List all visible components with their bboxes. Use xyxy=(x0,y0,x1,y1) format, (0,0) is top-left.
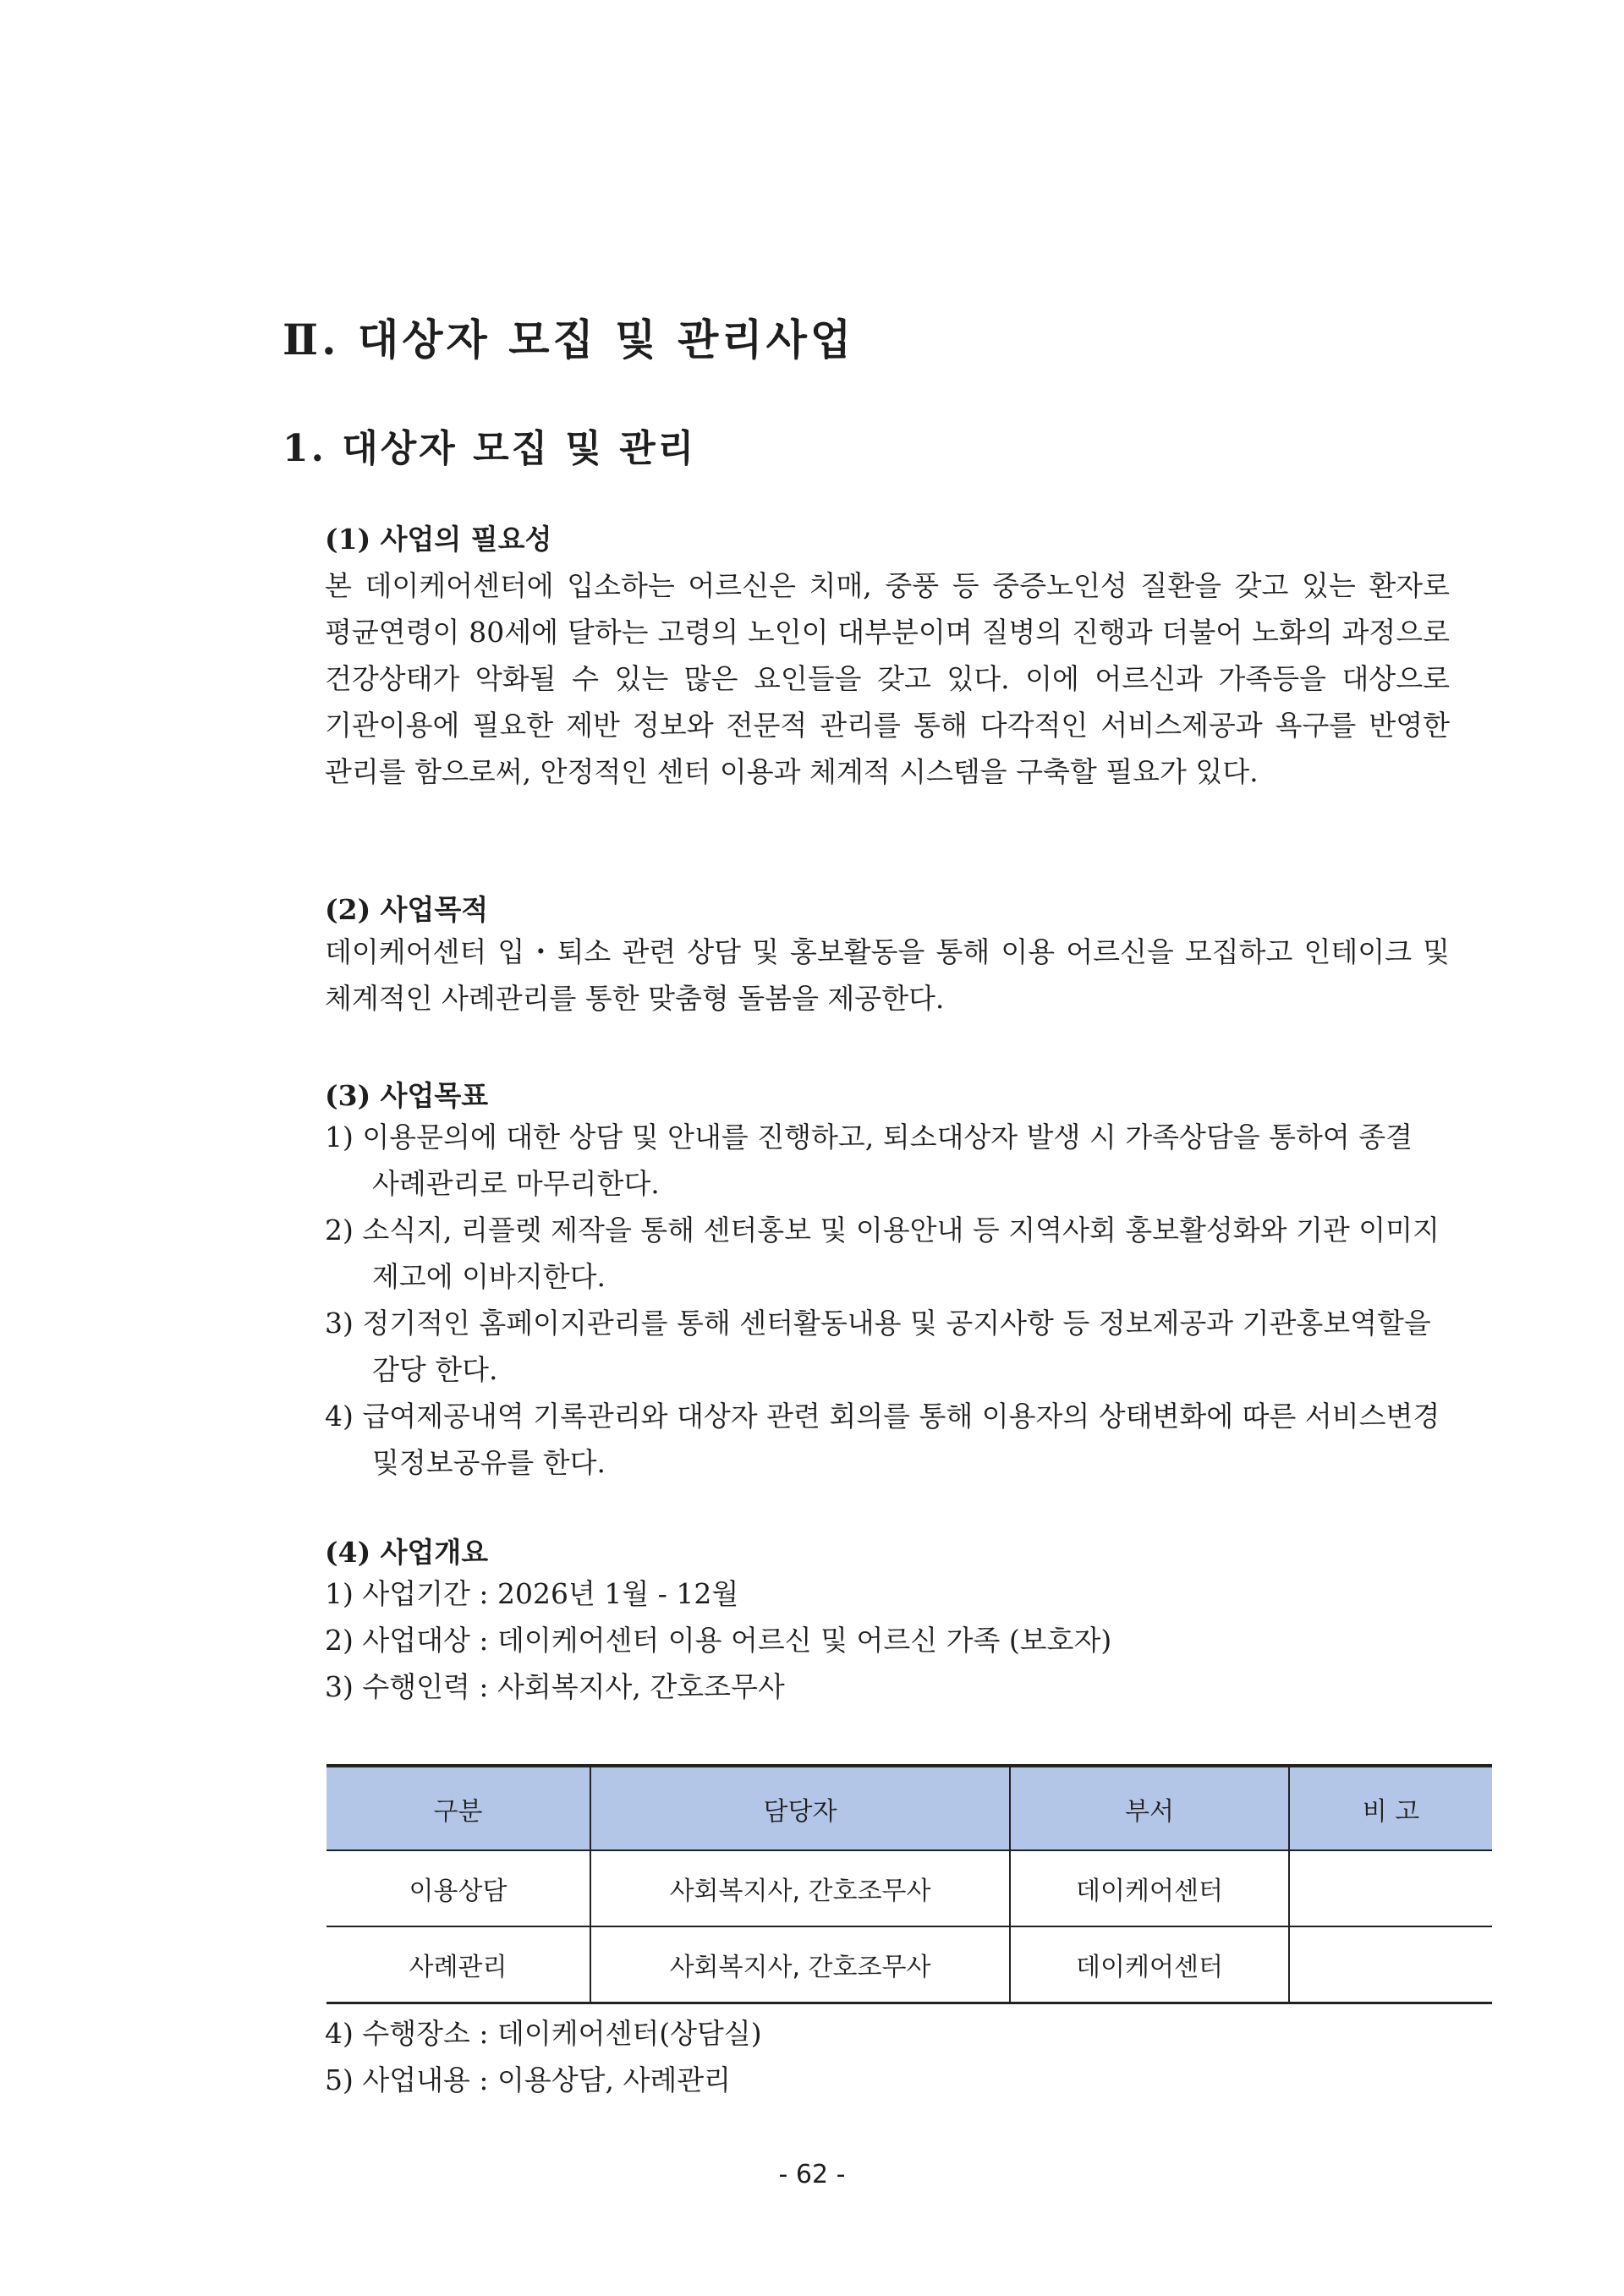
table-cell: 사회복지사, 간호조무사 xyxy=(590,1850,1010,1926)
header-category: 구분 xyxy=(326,1766,590,1850)
overview-target: 2) 사업대상 : 데이케어센터 이용 어르신 및 어르신 가족 (보호자) xyxy=(325,1624,1112,1657)
goal-item: 4) 급여제공내역 기록관리와 대상자 관련 회의를 통해 이용자의 상태변화에 따른 서비스변경 및정보공유를 한다. xyxy=(325,1400,1440,1479)
header-person-in-charge: 담당자 xyxy=(590,1766,1010,1850)
goal-item: 3) 정기적인 홈페이지관리를 통해 센터활동내용 및 공지사항 등 정보제공과 기관홍보역할을 감당 한다. xyxy=(325,1307,1431,1386)
table-cell: 데이케어센터 xyxy=(1010,1926,1289,2003)
goals-heading: (3) 사업목표 xyxy=(325,1079,489,1112)
table-cell xyxy=(1289,1850,1492,1926)
table-cell: 사회복지사, 간호조무사 xyxy=(590,1926,1010,2003)
table-header-row xyxy=(326,1766,1492,1850)
goals-list xyxy=(325,1114,1441,1486)
purpose-heading: (2) 사업목적 xyxy=(325,893,489,926)
necessity-paragraph: 본 데이케어센터에 입소하는 어르신은 치매, 중풍 등 중증노인성 질환을 갖고 있는 환자로 평균연령이 80세에 달하는 고령의 노인이 대부분이며 질병의 진행과 더불어 노화의 과정으로 건강상태가 악화될 수 있는 많은 요인들을 갖고 있다. 이에 어르신과 가족등을 대상으로 기관이용에 필요한 제반 정보와 전문적 관리를 통해 다각적인 서비스제공과 욕구를 반영한 관리를 함으로써, 안정적인 센터 이용과 체계적 시스템을 구축할 필요가 있다. xyxy=(325,569,1450,788)
table-row xyxy=(326,1850,1492,1926)
staff-table xyxy=(326,1764,1492,2004)
purpose-paragraph: 데이케어센터 입・퇴소 관련 상담 및 홍보활동을 통해 이용 어르신을 모집하고 인테이크 및 체계적인 사례관리를 통한 맞춤형 돌봄을 제공한다. xyxy=(325,935,1450,1015)
chapter-title: Ⅱ. 대상자 모집 및 관리사업 xyxy=(283,315,855,364)
section-title: 1. 대상자 모집 및 관리 xyxy=(283,427,697,470)
table-cell: 데이케어센터 xyxy=(1010,1850,1289,1926)
goal-item: 1) 이용문의에 대한 상담 및 안내를 진행하고, 퇴소대상자 발생 시 가족상담을 통하여 종결 사례관리로 마무리한다. xyxy=(325,1121,1413,1200)
overview-location: 4) 수행장소 : 데이케어센터(상담실) xyxy=(325,2017,762,2050)
page-number: - 62 - xyxy=(778,2160,846,2189)
table-cell xyxy=(1289,1926,1492,2003)
goal-item: 2) 소식지, 리플렛 제작을 통해 센터홍보 및 이용안내 등 지역사회 홍보활성화와 기관 이미지 제고에 이바지한다. xyxy=(325,1214,1440,1293)
table-cell: 이용상담 xyxy=(326,1850,590,1926)
header-department: 부서 xyxy=(1010,1766,1289,1850)
necessity-heading: (1) 사업의 필요성 xyxy=(325,523,552,556)
overview-staff: 3) 수행인력 : 사회복지사, 간호조무사 xyxy=(325,1670,785,1703)
overview-heading: (4) 사업개요 xyxy=(325,1536,489,1569)
table-row xyxy=(326,1926,1492,2003)
overview-content: 5) 사업내용 : 이용상담, 사례관리 xyxy=(325,2063,731,2096)
header-remarks: 비 고 xyxy=(1289,1766,1492,1850)
overview-period: 1) 사업기간 : 2026년 1월 - 12월 xyxy=(325,1577,739,1610)
table-cell: 사례관리 xyxy=(326,1926,590,2003)
